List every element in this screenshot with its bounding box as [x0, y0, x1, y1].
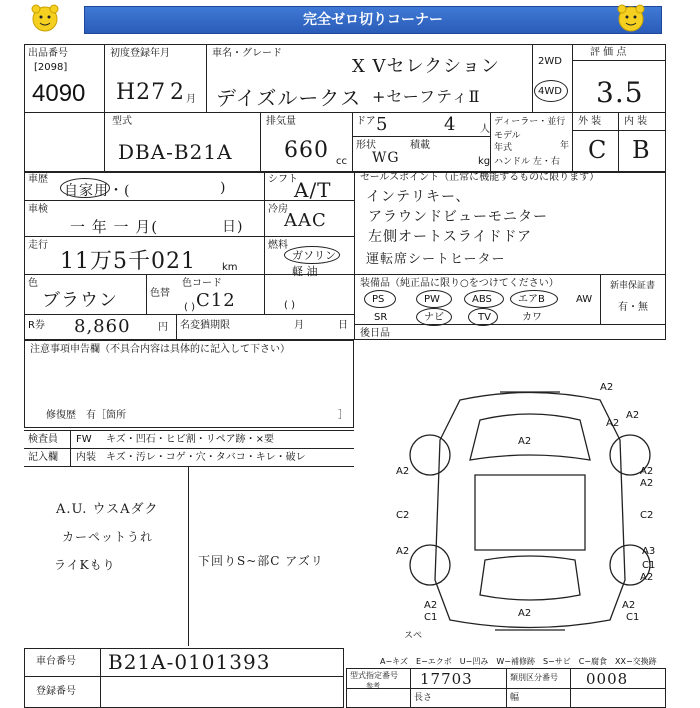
spec-label: 型式指定番号: [350, 671, 398, 680]
lot-number: 4090: [32, 80, 86, 107]
handle-label: ハンドル 左・右: [494, 157, 560, 167]
mileage-label: 走行: [28, 240, 48, 251]
sales-line-3: 左側オートスライドドア: [368, 229, 533, 245]
legend: A−キズ E−エクボ U−凹み W−補修跡 S−サビ C−腐食 XX−交換跡: [380, 657, 657, 666]
color-code-label: 色コード: [182, 278, 222, 289]
load-label: 積載: [410, 140, 430, 151]
transfer-label: 名変猶期限: [180, 320, 230, 331]
recycle-value: 8,860: [74, 316, 131, 337]
width-label: 幅: [510, 693, 520, 703]
shape-label: 形状: [356, 140, 376, 151]
diag-mark-4: A2: [396, 466, 410, 477]
first-reg-month: 2: [170, 80, 185, 105]
diag-mark-11: A2: [518, 608, 532, 619]
disp-value: 660: [284, 138, 329, 163]
diag-mark-14: C1: [424, 612, 438, 623]
cat-value: 0008: [586, 670, 629, 688]
regno-label: 登録番号: [36, 686, 76, 697]
checker-interior-items: キズ・汚レ・コゲ・穴・タバコ・キレ・破レ: [106, 452, 306, 463]
checker-fw: FW: [76, 434, 92, 445]
exterior-label: 外 装: [578, 116, 602, 127]
sales-label: セールスポイント（正常に機能するものに限ります）: [360, 172, 600, 183]
fuel-label: 燃料: [268, 240, 288, 251]
diag-mark-5: A2: [640, 466, 654, 477]
first-reg-month-unit: 月: [186, 94, 196, 105]
doors-value: 5: [376, 114, 389, 135]
remark-4: 下回りS~部C アズリ: [198, 554, 324, 568]
history-close: ): [220, 180, 227, 196]
grade-line1: X Vセレクション: [352, 56, 500, 77]
fuel-gas: ガソリン: [292, 249, 336, 262]
cat-label: 類別区分番号: [510, 673, 558, 682]
equip-tv: TV: [478, 312, 491, 323]
diag-mark-8: A2: [396, 546, 410, 557]
diag-mark-1: A2: [600, 382, 614, 393]
chassis-label: 車台番号: [36, 656, 76, 667]
transfer-month: 月: [294, 320, 304, 331]
chassis-value: B21A-0101393: [108, 650, 271, 674]
model-name: デイズルークス: [216, 86, 362, 110]
color-value: ブラウン: [42, 290, 118, 311]
diag-mark-15: A2: [606, 418, 620, 429]
fuel-diesel: 軽 油: [292, 265, 318, 278]
equip-navi: ナビ: [424, 312, 444, 323]
seats-value: 4: [444, 114, 457, 135]
score-label: 評 価 点: [590, 47, 627, 58]
checker-interior: 内装: [76, 452, 96, 463]
fuel-paren: ( ): [284, 300, 295, 311]
rear-seat-label: 後日品: [360, 328, 390, 339]
seats-unit: 人: [480, 124, 490, 135]
page-title: 完全ゼロ切りコーナー: [84, 6, 662, 34]
lot-label: 出品番号: [28, 48, 68, 59]
lot-sub: [2098]: [34, 62, 68, 73]
notes-label: 注意事項申告欄（不具合内容は具体的に記入して下さい）: [30, 344, 290, 355]
diag-mark-12: A2: [424, 600, 438, 611]
score-value: 3.5: [596, 76, 644, 109]
warranty-label: 新車保証書: [610, 281, 656, 291]
diag-mark-9: A3: [642, 546, 656, 557]
diag-mark-3: A2: [626, 410, 640, 421]
drive-4wd-circle: [534, 80, 568, 102]
color-label: 色: [28, 278, 38, 289]
first-reg-year: H27: [116, 80, 167, 105]
sales-line-2: アラウンドビューモニター: [368, 209, 548, 225]
checker-fw-items: キズ・凹石・ヒビ割・リペア跡・×要: [106, 434, 274, 445]
type-label: 型式: [112, 116, 132, 127]
recycle-unit: 円: [158, 322, 168, 333]
dealer-label: ディーラー・並行: [494, 117, 566, 127]
disp-label: 排気量: [266, 116, 296, 127]
shift-value: A/T: [294, 178, 332, 202]
sales-line-1: インテリキー、: [366, 189, 471, 205]
first-reg-label: 初度登録年月: [110, 48, 170, 59]
color-code: C12: [196, 290, 236, 311]
mascot-right-icon: [614, 4, 648, 34]
load-unit: kg: [478, 156, 491, 167]
diag-mark-10: C1: [642, 560, 656, 571]
type-value: DBA-B21A: [118, 140, 233, 164]
repair-label: 修復歴 有［箇所: [46, 410, 126, 421]
mileage-value: 11万5千021: [60, 249, 196, 274]
ac-label: 冷房: [268, 204, 288, 215]
equip-label: 装備品（純正品に限り○をつけてください）: [360, 278, 559, 289]
equip-abs: ABS: [472, 294, 492, 305]
length-label: 長さ: [414, 693, 433, 703]
drive-2wd: 2WD: [538, 56, 562, 67]
equip-airbag: エアB: [518, 294, 545, 305]
color-swap-label: 色替: [150, 288, 170, 299]
model-year-unit: 年: [560, 141, 570, 151]
remark-3: ライKもり: [54, 558, 116, 572]
mileage-unit: km: [222, 262, 238, 273]
recycle-label: R券: [28, 320, 45, 331]
sales-line-4: 運転席シートヒーター: [366, 252, 506, 267]
remark-2: カーペットうれ: [62, 530, 154, 544]
history-label: 車歴: [28, 174, 48, 185]
disp-unit: cc: [336, 156, 347, 167]
model-year-label: モデル年式: [494, 131, 521, 153]
grade-line2: +セーフティⅡ: [372, 87, 481, 106]
equip-aw: AW: [576, 294, 593, 305]
repair-end: ］: [338, 410, 348, 421]
spec-value: 17703: [420, 670, 473, 688]
mascot-left-icon: [28, 4, 62, 34]
shape-value: WG: [372, 150, 400, 166]
diag-mark-13: A2: [622, 600, 636, 611]
shift-label: シフト: [268, 174, 298, 185]
equip-ps: PS: [372, 294, 385, 305]
inspect-value: 一 年 一 月(: [70, 218, 159, 236]
checker-label-1: 検査員: [28, 434, 58, 445]
drive-4wd: 4WD: [538, 86, 562, 97]
history-value: 自家用・(: [64, 183, 131, 199]
ref-label: 参考: [366, 682, 380, 690]
diag-mark-2: A2: [518, 436, 532, 447]
interior-label: 内 装: [624, 116, 648, 127]
ac-value: AAC: [284, 210, 327, 231]
interior-value: B: [632, 136, 651, 164]
diag-mark-6: C2: [396, 510, 410, 521]
color-paren: ( ): [184, 302, 195, 313]
diag-mark-19: スペ: [404, 631, 423, 641]
equip-sr: SR: [374, 312, 388, 323]
remark-1: A.U. ウスAダク: [56, 502, 159, 517]
diag-mark-7: C2: [640, 510, 654, 521]
equip-pw: PW: [424, 294, 440, 305]
checker-label-2: 記入欄: [28, 452, 58, 463]
name-label: 車名・グレード: [212, 48, 282, 59]
diag-mark-18: A2: [640, 572, 654, 583]
inspect-label: 車検: [28, 204, 48, 215]
diag-mark-16: A2: [640, 478, 654, 489]
equip-leather: カワ: [522, 312, 542, 323]
doors-label: ドア: [356, 116, 376, 127]
transfer-day: 日: [338, 320, 348, 331]
warranty-value: 有・無: [618, 302, 648, 313]
exterior-value: C: [588, 136, 608, 164]
inspect-day: 日): [222, 219, 244, 235]
diag-mark-17: C1: [626, 612, 640, 623]
